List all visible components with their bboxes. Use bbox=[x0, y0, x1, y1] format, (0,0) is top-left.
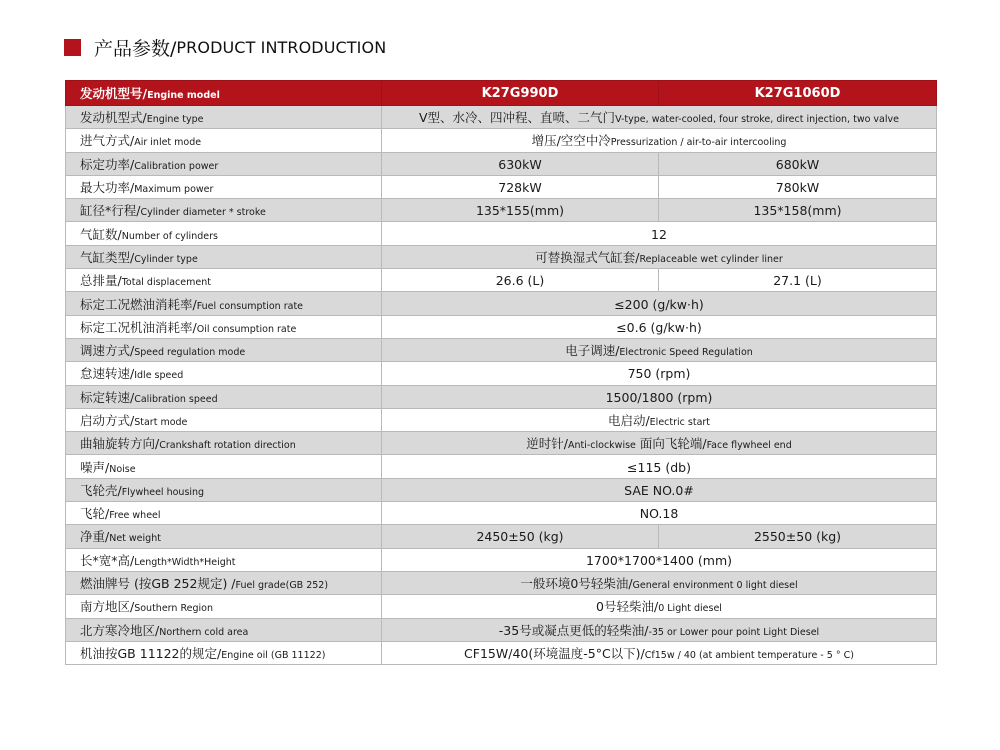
row-value: ≤115 (db) bbox=[382, 455, 937, 478]
table-header-row bbox=[66, 81, 937, 106]
table-row bbox=[66, 106, 937, 129]
row-value: V型、水冷、四冲程、直喷、二气门V-type, water-cooled, four stroke, direct injection, two valve bbox=[382, 106, 937, 129]
table-row bbox=[66, 222, 937, 245]
spec-table bbox=[65, 80, 937, 665]
row-value-col1: 135*155(mm) bbox=[382, 199, 659, 222]
row-label: 噪声/Noise bbox=[66, 455, 382, 478]
row-value: 可替换湿式气缸套/Replaceable wet cylinder liner bbox=[382, 245, 937, 268]
table-row bbox=[66, 269, 937, 292]
row-value: 1700*1700*1400 (mm) bbox=[382, 548, 937, 571]
row-label: 最大功率/Maximum power bbox=[66, 175, 382, 198]
row-value-col2: 2550±50 (kg) bbox=[659, 525, 937, 548]
table-row bbox=[66, 548, 937, 571]
table-row bbox=[66, 152, 937, 175]
section-heading bbox=[64, 34, 386, 60]
row-label: 飞轮/Free wheel bbox=[66, 502, 382, 525]
table-row bbox=[66, 338, 937, 361]
row-value-col1: 26.6 (L) bbox=[382, 269, 659, 292]
row-value: SAE NO.0# bbox=[382, 478, 937, 501]
table-row bbox=[66, 385, 937, 408]
row-label: 长*宽*高/Length*Width*Height bbox=[66, 548, 382, 571]
heading-en: PRODUCT INTRODUCTION bbox=[176, 37, 387, 57]
table-row bbox=[66, 175, 937, 198]
table-row bbox=[66, 641, 937, 664]
row-value: 增压/空空中冷Pressurization / air-to-air intercooling bbox=[382, 129, 937, 152]
row-label: 净重/Net weight bbox=[66, 525, 382, 548]
row-label: 调速方式/Speed regulation mode bbox=[66, 338, 382, 361]
row-value-col2: 680kW bbox=[659, 152, 937, 175]
row-label: 气缸数/Number of cylinders bbox=[66, 222, 382, 245]
row-value-col1: 2450±50 (kg) bbox=[382, 525, 659, 548]
row-value: ≤200 (g/kw·h) bbox=[382, 292, 937, 315]
row-label: 标定工况机油消耗率/Oil consumption rate bbox=[66, 315, 382, 338]
table-row bbox=[66, 362, 937, 385]
row-value: -35号或凝点更低的轻柴油/-35 or Lower pour point Light Diesel bbox=[382, 618, 937, 641]
row-label: 飞轮壳/Flywheel housing bbox=[66, 478, 382, 501]
row-value: CF15W/40(环境温度-5°C以下)/Cf15w / 40 (at ambient temperature - 5 ° C) bbox=[382, 641, 937, 664]
row-value: 750 (rpm) bbox=[382, 362, 937, 385]
row-label: 怠速转速/Idle speed bbox=[66, 362, 382, 385]
table-row bbox=[66, 432, 937, 455]
row-label: 启动方式/Start mode bbox=[66, 408, 382, 431]
table-row bbox=[66, 618, 937, 641]
row-value-col2: 780kW bbox=[659, 175, 937, 198]
row-value: NO.18 bbox=[382, 502, 937, 525]
row-label: 标定功率/Calibration power bbox=[66, 152, 382, 175]
table-row bbox=[66, 199, 937, 222]
row-label: 标定工况燃油消耗率/Fuel consumption rate bbox=[66, 292, 382, 315]
row-label: 机油按GB 11122的规定/Engine oil (GB 11122) bbox=[66, 641, 382, 664]
row-value: 1500/1800 (rpm) bbox=[382, 385, 937, 408]
table-row bbox=[66, 595, 937, 618]
row-value-col1: 728kW bbox=[382, 175, 659, 198]
row-label: 气缸类型/Cylinder type bbox=[66, 245, 382, 268]
row-label: 北方寒冷地区/Northern cold area bbox=[66, 618, 382, 641]
row-value-col1: 630kW bbox=[382, 152, 659, 175]
table-row bbox=[66, 571, 937, 594]
row-label: 曲轴旋转方向/Crankshaft rotation direction bbox=[66, 432, 382, 455]
row-value-col2: 27.1 (L) bbox=[659, 269, 937, 292]
row-value: 12 bbox=[382, 222, 937, 245]
row-value: 电启动/Electric start bbox=[382, 408, 937, 431]
table-row bbox=[66, 525, 937, 548]
row-value: 一般环境0号轻柴油/General environment 0 light diesel bbox=[382, 571, 937, 594]
row-value: 0号轻柴油/0 Light diesel bbox=[382, 595, 937, 618]
row-value: 电子调速/Electronic Speed Regulation bbox=[382, 338, 937, 361]
row-label: 总排量/Total displacement bbox=[66, 269, 382, 292]
table-row bbox=[66, 455, 937, 478]
table-row bbox=[66, 292, 937, 315]
header-col2: K27G1060D bbox=[659, 81, 937, 106]
table-row bbox=[66, 129, 937, 152]
table-row bbox=[66, 408, 937, 431]
header-label: 发动机型号/Engine model bbox=[66, 81, 382, 106]
row-value: 逆时针/Anti-clockwise 面向飞轮端/Face flywheel end bbox=[382, 432, 937, 455]
row-value-col2: 135*158(mm) bbox=[659, 199, 937, 222]
row-label: 南方地区/Southern Region bbox=[66, 595, 382, 618]
row-label: 标定转速/Calibration speed bbox=[66, 385, 382, 408]
row-value: ≤0.6 (g/kw·h) bbox=[382, 315, 937, 338]
heading-marker bbox=[64, 39, 81, 56]
header-col1: K27G990D bbox=[382, 81, 659, 106]
row-label: 燃油牌号 (按GB 252规定) /Fuel grade(GB 252) bbox=[66, 571, 382, 594]
row-label: 发动机型式/Engine type bbox=[66, 106, 382, 129]
table-row bbox=[66, 315, 937, 338]
table-row bbox=[66, 478, 937, 501]
row-label: 进气方式/Air inlet mode bbox=[66, 129, 382, 152]
heading-zh: 产品参数/ bbox=[94, 37, 177, 60]
table-row bbox=[66, 245, 937, 268]
row-label: 缸径*行程/Cylinder diameter * stroke bbox=[66, 199, 382, 222]
table-row bbox=[66, 502, 937, 525]
